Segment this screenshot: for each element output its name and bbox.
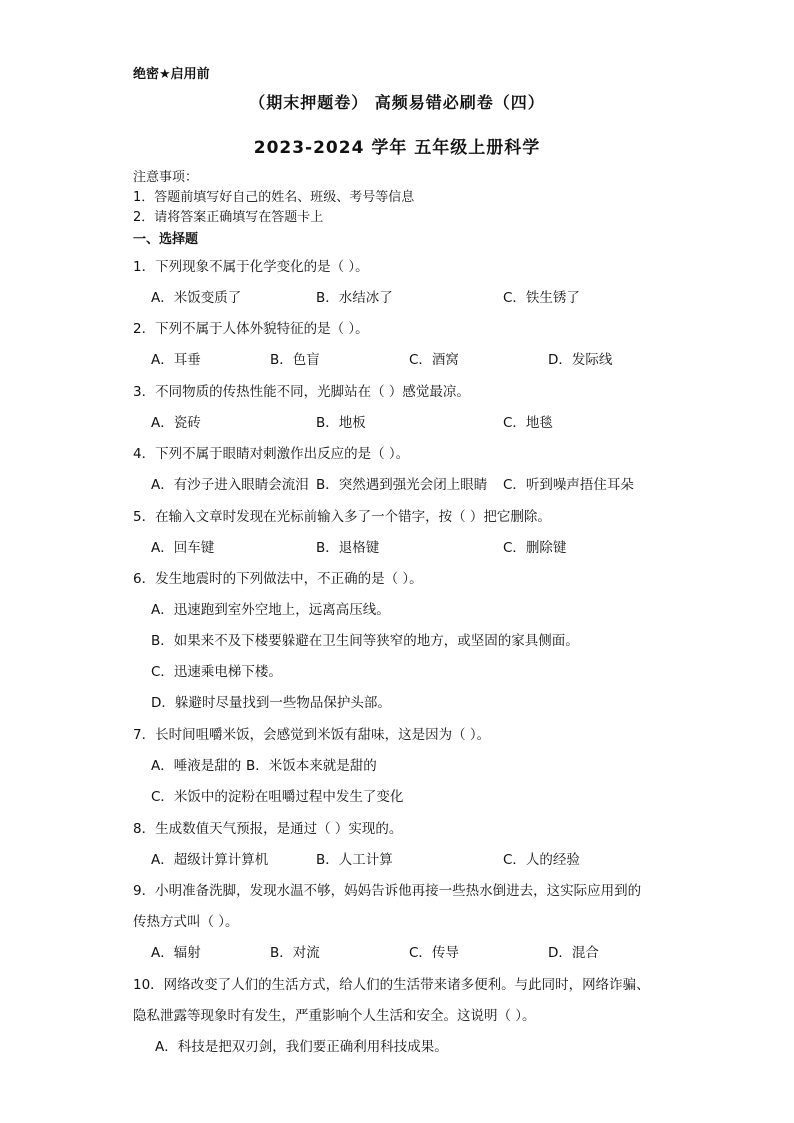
notice-item: 2．请将答案正确填写在答题卡上 [133, 210, 324, 225]
question-stem: 5．在输入文章时发现在光标前输入多了一个错字，按（ ）把它删除。 [133, 509, 551, 525]
option: D．混合 [548, 945, 599, 961]
option: A．迅速跑到室外空地上，远离高压线。 [151, 602, 390, 618]
option: C．米饭中的淀粉在咀嚼过程中发生了变化 [151, 789, 404, 805]
option: B．退格键 [316, 540, 380, 556]
option: B．突然遇到强光会闭上眼睛 [316, 477, 488, 493]
question-stem: 8．生成数值天气预报，是通过（ ）实现的。 [133, 821, 403, 837]
option: B．人工计算 [316, 852, 393, 868]
option: B．水结冰了 [316, 290, 393, 306]
option: C．人的经验 [503, 852, 580, 868]
question-stem-continued: 传热方式叫（ ）。 [133, 914, 239, 930]
option: A．米饭变质了 [151, 290, 242, 306]
option: B．色盲 [270, 352, 320, 368]
option: A．耳垂 [151, 352, 201, 368]
section-title: 一、选择题 [133, 232, 199, 247]
notice-item: 1．答题前填写好自己的姓名、班级、考号等信息 [133, 190, 415, 205]
option: D．躲避时尽量找到一些物品保护头部。 [151, 695, 391, 711]
option: B．对流 [270, 945, 320, 961]
exam-title: （期末押题卷） 高频易错必刷卷（四） [249, 93, 545, 112]
option: A．辐射 [151, 945, 201, 961]
question-stem: 10．网络改变了人们的生活方式，给人们的生活带来诸多便利。与此同时，网络诈骗、 [133, 977, 650, 993]
option: A．有沙子进入眼睛会流泪 [151, 477, 309, 493]
option: A．科技是把双刃剑，我们要正确利用科技成果。 [155, 1039, 448, 1055]
confidential-label: 绝密★启用前 [133, 67, 210, 82]
option: A．瓷砖 [151, 415, 201, 431]
question-stem: 3．不同物质的传热性能不同，光脚站在（ ）感觉最凉。 [133, 384, 470, 400]
option: C．迅速乘电梯下楼。 [151, 664, 282, 680]
option: C．传导 [409, 945, 459, 961]
option: C．删除键 [503, 540, 567, 556]
option: C．酒窝 [409, 352, 459, 368]
option: A．唾液是甜的 [151, 758, 242, 774]
option: C．地毯 [503, 415, 553, 431]
option: B．米饭本来就是甜的 [246, 758, 377, 774]
question-stem: 6．发生地震时的下列做法中，不正确的是（ ）。 [133, 571, 423, 587]
option: C．听到噪声捂住耳朵 [503, 477, 634, 493]
question-stem: 2．下列不属于人体外貌特征的是（ ）。 [133, 321, 369, 337]
question-stem: 7．长时间咀嚼米饭，会感觉到米饭有甜味，这是因为（ ）。 [133, 727, 491, 743]
option: B．如果来不及下楼要躲避在卫生间等狭窄的地方，或坚固的家具侧面。 [151, 633, 579, 649]
notice-heading: 注意事项： [133, 170, 199, 185]
option: A．回车键 [151, 540, 215, 556]
question-stem-continued: 隐私泄露等现象时有发生，严重影响个人生活和安全。这说明（ ）。 [133, 1008, 536, 1024]
question-stem: 4．下列不属于眼睛对刺激作出反应的是（ ）。 [133, 446, 410, 462]
option: A．超级计算计算机 [151, 852, 269, 868]
question-stem: 9．小明准备洗脚，发现水温不够，妈妈告诉他再接一些热水倒进去，这实际应用到的 [133, 883, 642, 899]
question-stem: 1．下列现象不属于化学变化的是（ ）。 [133, 259, 369, 275]
exam-subtitle: 2023-2024 学年 五年级上册科学 [253, 138, 541, 158]
option: D．发际线 [548, 352, 613, 368]
option: C．铁生锈了 [503, 290, 580, 306]
option: B．地板 [316, 415, 366, 431]
